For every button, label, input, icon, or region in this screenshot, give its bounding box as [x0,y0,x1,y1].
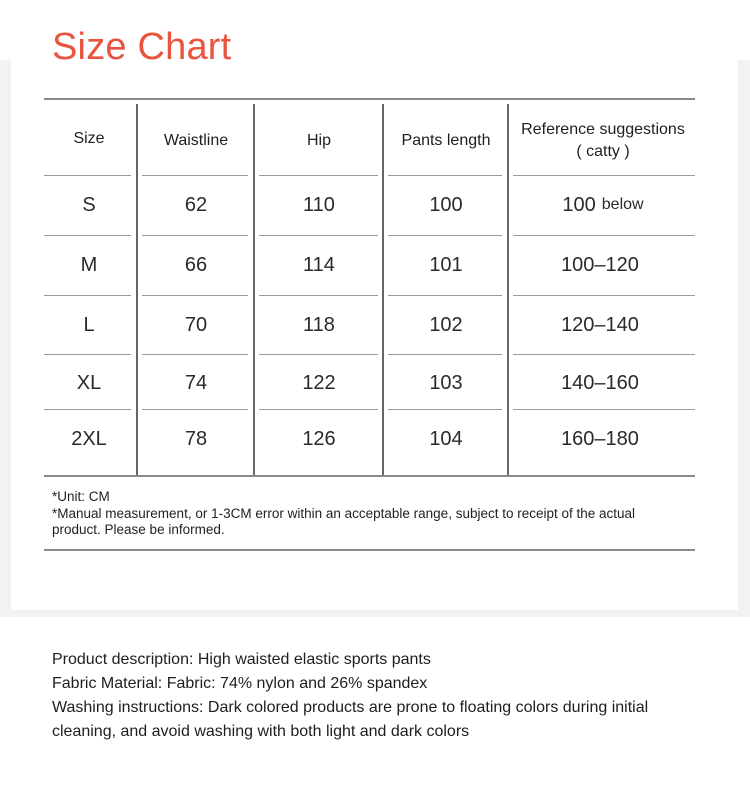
page-title: Size Chart [52,26,232,68]
product-description: Product description: High waisted elastic sports pants [52,651,431,668]
cell-waistline: 74 [184,371,208,394]
column-divider [136,104,138,475]
header-reference-unit: ( catty ) [576,143,630,160]
header-waistline: Waistline [163,132,229,149]
cell-waistline: 70 [184,313,208,336]
column-divider [507,104,509,475]
cell-hip: 114 [303,253,335,276]
cell-pants-length: 103 [429,371,463,394]
measurement-note-line1: *Manual measurement, or 1-3CM error within an acceptable range, subject to receipt of the actual [52,506,636,521]
header-size: Size [73,130,105,147]
cell-waistline: 78 [184,427,208,450]
washing-instructions-line2: cleaning, and avoid washing with both light and dark colors [52,723,470,740]
table-bottom-rule [44,475,695,477]
reference-range: 140–160 [561,371,639,394]
row-divider [259,354,378,355]
cell-hip: 126 [302,427,336,450]
table-top-rule [44,98,695,100]
header-pants-length: Pants length [401,132,491,149]
notes-bottom-rule [44,549,695,551]
cell-size: M [80,253,98,276]
cell-reference [511,176,695,234]
cell-hip: 110 [303,193,335,216]
header-reference-label: Reference suggestions [521,121,685,138]
cell-size: XL [76,371,102,394]
cell-reference [511,236,695,294]
cell-reference [511,410,695,468]
cell-hip: 122 [302,371,336,394]
row-divider [142,354,248,355]
reference-range: 100–120 [561,253,639,276]
reference-range: 160–180 [561,427,639,450]
cell-size: L [83,313,95,336]
cell-hip: 118 [303,313,335,336]
cell-waistline: 66 [184,253,208,276]
cell-pants-length: 100 [429,193,463,216]
cell-pants-length: 104 [429,427,463,450]
column-divider [253,104,255,475]
cell-reference [511,356,695,410]
column-divider [382,104,384,475]
cell-reference [511,296,695,354]
header-reference [511,104,695,178]
fabric-material: Fabric Material: Fabric: 74% nylon and 26% spandex [52,675,428,692]
cell-size: S [82,193,96,216]
reference-range: 120–140 [561,313,639,336]
row-divider [44,354,131,355]
reference-suffix: below [601,196,644,213]
measurement-note-line2: product. Please be informed. [52,522,225,537]
unit-note: *Unit: CM [52,489,110,504]
cell-pants-length: 102 [429,313,463,336]
cell-pants-length: 101 [429,253,463,276]
cell-waistline: 62 [184,193,208,216]
row-divider [513,354,695,355]
row-divider [388,354,502,355]
reference-range: 100 [562,193,596,216]
header-hip: Hip [306,132,331,149]
washing-instructions-line1: Washing instructions: Dark colored products are prone to floating colors during initial [52,699,649,716]
cell-size: 2XL [71,427,107,450]
